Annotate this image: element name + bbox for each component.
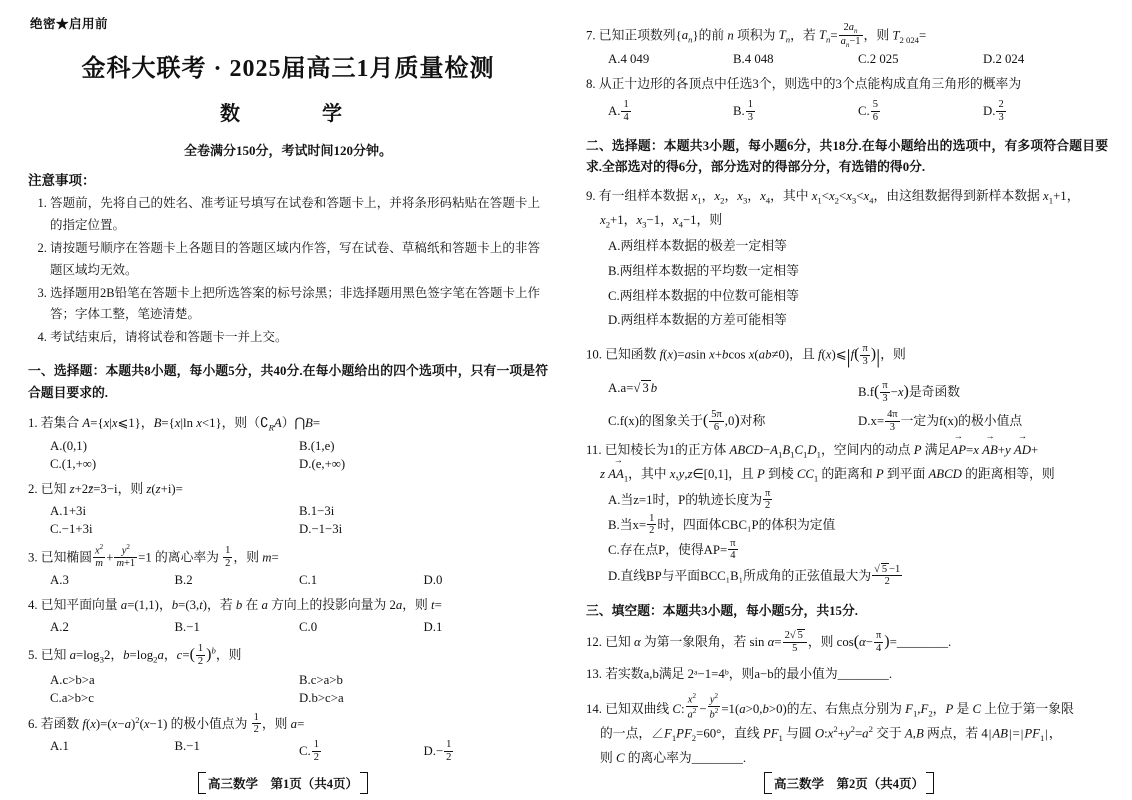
question-6-options bbox=[28, 739, 548, 764]
section-3-heading bbox=[586, 601, 1108, 623]
page-2-column bbox=[566, 0, 1132, 800]
option-d: D.0 bbox=[423, 572, 443, 587]
option-d: D.两组样本数据的方差可能相等 bbox=[608, 313, 787, 328]
option-a: A.两组样本数据的极差一定相等 bbox=[608, 238, 787, 253]
footer-label: 高三数学 第1页（共4页） bbox=[202, 772, 364, 794]
notice-title: 注意事项： bbox=[28, 173, 96, 188]
question-1-options bbox=[28, 439, 548, 454]
question-number: 1. bbox=[28, 415, 38, 430]
option-b: B.两组样本数据的平均数一定相等 bbox=[608, 263, 799, 278]
option-b: B.f( $\frac{\pi}{3}$ −x)是奇函数 bbox=[858, 380, 961, 405]
section-3-text: 三、填空题：本题共3小题，每小题5分，共15分. bbox=[586, 603, 858, 618]
answer-blank: ________. bbox=[896, 635, 952, 650]
question-12: 12. 已知 α 为第一象限角，若 sin α= $\frac{2 √ 5}{5}$ ，则 cos(α− $\frac{\pi}{4}$ )=________. bbox=[586, 628, 1108, 657]
option-d: D.(e,+∞) bbox=[299, 456, 346, 471]
option-d: D.− $\frac{1}{2}$ bbox=[423, 739, 452, 763]
footer-label: 高三数学 第2页（共4页） bbox=[768, 772, 930, 794]
question-4: 4. 已知平面向量 a=(1,1)，b=(3,t)，若 b 在 a 方向上的投影向量为 2a，则 t= bbox=[28, 597, 442, 612]
question-number: 2. bbox=[28, 481, 38, 496]
question-4-options bbox=[28, 620, 548, 635]
list-item: 4. 考试结束后，请将试卷和答题卡一并上交。 bbox=[50, 327, 540, 349]
option-b: B.−1 bbox=[174, 619, 200, 634]
option-b: B.1−3i bbox=[299, 503, 335, 518]
page-2-footer bbox=[566, 772, 1132, 794]
option-a: A.3 bbox=[50, 572, 69, 587]
question-6: 6. 若函数 $f(x)=(x-a)^2(x-1)$ 的极小值点为 $\frac{1}{2}$ ，则 a= bbox=[28, 711, 305, 736]
question-number: 9. bbox=[586, 189, 596, 204]
option-c: C.0 bbox=[299, 619, 318, 634]
option-c: C.两组样本数据的中位数可能相等 bbox=[608, 288, 799, 303]
option-b: B. $\frac{1}{3}$ bbox=[733, 99, 753, 123]
question-8-stem: 从正十边形的各顶点中任选3个，则选中的3个点能构成直角三角形的概率为 bbox=[598, 77, 1022, 92]
question-number: 14. bbox=[586, 702, 602, 717]
question-13 bbox=[586, 663, 1108, 686]
option-d: D.2 024 bbox=[983, 52, 1025, 67]
option-a: A.c>b>a bbox=[50, 672, 95, 687]
section-2-text: 二、选择题：本题共3小题，每小题6分，共18分.在每小题给出的选项中，有多项符合题目要求.全部选对的得6分，部分选对的得部分分，有选错的得0分. bbox=[586, 138, 1108, 175]
question-number: 11. bbox=[586, 443, 602, 458]
full-score-line: 全卷满分150分，考试时间120分钟。 bbox=[183, 143, 392, 158]
question-number: 10. bbox=[586, 347, 602, 362]
option-d: D.1 bbox=[423, 619, 443, 634]
option-b: B.4 048 bbox=[733, 52, 774, 67]
question-7: 7. 已知正项数列$\{a_n\}$的前 n 项积为 $T_n$，若 $T_n=$ $\frac{2a_n}{a_n-1}$ ，则 $T_{2 024}=$ bbox=[586, 22, 927, 50]
option-b: B.当x= $\frac{1}{2}$ 时，四面体CBC₁P的体积为定值 bbox=[608, 512, 836, 537]
question-3-options bbox=[28, 573, 548, 588]
page-1-footer bbox=[0, 772, 566, 794]
option-c: C.−1+3i bbox=[50, 521, 93, 536]
option-b: B.−1 bbox=[174, 739, 200, 754]
option-d: D. $\frac{2}{3}$ bbox=[983, 99, 1004, 123]
question-11-options bbox=[586, 488, 1108, 589]
secret-label: 绝密★启用前 bbox=[30, 17, 109, 31]
question-8-options bbox=[586, 99, 1108, 124]
section-2-heading bbox=[586, 136, 1108, 180]
option-c: C.存在点P，使得AP= $\frac{\pi}{4}$ bbox=[608, 537, 736, 562]
question-number: 7. bbox=[586, 28, 596, 43]
option-c: C. $\frac{5}{6}$ bbox=[858, 99, 878, 123]
option-d: D.b>c>a bbox=[299, 690, 344, 705]
question-7-options bbox=[586, 52, 1108, 67]
question-number: 8. bbox=[586, 77, 596, 92]
question-number: 5. bbox=[28, 647, 38, 662]
option-c: C.f(x)的图象关于( $\frac{5\pi}{6}$ ,0)对称 bbox=[608, 408, 766, 433]
option-c: C.a>b>c bbox=[50, 690, 94, 705]
option-b: B.2 bbox=[174, 572, 193, 587]
option-a: A.(0,1) bbox=[50, 438, 87, 453]
option-a: A.2 bbox=[50, 619, 69, 634]
option-a: A.1 bbox=[50, 739, 69, 754]
question-number: 6. bbox=[28, 716, 38, 731]
option-a: A.当z=1时，P的轨迹长度为 $\frac{\pi}{2}$ bbox=[608, 487, 771, 512]
option-c: C. $\frac{1}{2}$ bbox=[299, 739, 319, 763]
question-14: 14. 已知双曲线 C: $\frac{x^2}{a^2}$ − $\frac{y^2}{b^2}$ =1(a>0,b>0)的左、右焦点分别为 $F_1,F_2$，P 是 C 上位于第一象限 的一点，$\angle F_1PF_2=60^\circ$，直线 $PF_1$ 与圆 $O:x^2+y^2=a^2$ 交于 A,B 两点，若 $4|AB|=|PF_1|$， 则 C 的离心率为________. bbox=[586, 692, 1074, 765]
section-1-text: 一、选择题：本题共8小题，每小题5分，共40分.在每小题给出的四个选项中，只有一项是符合题目要求的. bbox=[28, 364, 548, 400]
option-d: D.直线BP与平面BCC₁B₁所成角的正弦值最大为 √ $\frac{5 -1}{2}$ bbox=[608, 563, 1108, 589]
question-11: 11. 已知棱长为1的正方体 $ABCD-A_1B_1C_1D_1$，空间内的动点 P 满足AP →=x AB →+y AD →+ z $AA_1$ →，其中 x,y,z∈[0,1]，且 P 到棱 $CC_1$ 的距离和 P 到平面 ABCD 的距离相等，则 bbox=[586, 439, 1108, 487]
option-b: B.c>a>b bbox=[299, 672, 343, 687]
option-d: D.−1−3i bbox=[299, 521, 343, 536]
list-item: 2. 请按题号顺序在答题卡上各题目的答题区域内作答，写在试卷、草稿纸和答题卡上的非答题区域均无效。 bbox=[50, 238, 540, 282]
question-2: 2. 已知 z+2z̄=3−i，则 z(z+i)= bbox=[28, 481, 183, 496]
question-number: 4. bbox=[28, 597, 38, 612]
option-a: A.a= √ 3 b bbox=[608, 380, 858, 405]
page-title: 金科大联考 · 2025届高三1月质量检测 bbox=[81, 56, 495, 82]
question-5-options bbox=[28, 673, 548, 688]
option-b: B.(1,e) bbox=[299, 438, 335, 453]
question-5: 5. 已知 $a=\log_32$，$b=\log_2a$，c=( $\frac{1}{2}$ )$^b$，则 bbox=[28, 642, 242, 667]
option-d: D.x= $\frac{4\pi}{3}$ 一定为f(x)的极小值点 bbox=[858, 408, 1023, 433]
question-9: 9. 有一组样本数据 $x_1$，$x_2$，$x_3$，$x_4$，其中 $x_1<x_2<x_3<x_4$，由这组数据得到新样本数据 $x_1+1$， $x_2+1$，$x_3-1$，$x_4-1$，则 bbox=[586, 189, 1080, 230]
question-8 bbox=[586, 73, 1108, 96]
section-1-heading bbox=[28, 361, 548, 405]
option-c: C.1 bbox=[299, 572, 318, 587]
notice-list bbox=[28, 193, 548, 349]
question-number: 12. bbox=[586, 635, 602, 650]
question-10-options-row2 bbox=[586, 409, 1108, 434]
list-item: 3. 选择题用2B铅笔在答题卡上把所选答案的标号涂黑；非选择题用黑色签字笔在答题卡上作答；字体工整，笔迹清楚。 bbox=[50, 283, 540, 327]
answer-blank: ________. bbox=[837, 667, 893, 682]
question-number: 3. bbox=[28, 550, 38, 565]
option-a: A. $\frac{1}{4}$ bbox=[608, 99, 629, 123]
question-10: 10. 已知函数 f(x)=asin x+bcos x(ab≠0)，且 f(x)⩽|f( $\frac{\pi}{3}$ )|，则 bbox=[586, 342, 906, 369]
question-1: 1. 若集合 A={x|x⩽1}，B={x|ln x<1}，则$(∁_RA)⋂B=$ bbox=[28, 414, 321, 433]
option-a: A.4 049 bbox=[608, 52, 650, 67]
question-13-stem: 若实数a,b满足 2ᵃ−1=4ᵇ，则a−b的最小值为 bbox=[605, 667, 838, 682]
question-2-options bbox=[28, 504, 548, 519]
subject-title: 数 学 bbox=[220, 103, 356, 125]
list-item: 1. 答题前，先将自己的姓名、准考证号填写在试卷和答题卡上，并将条形码粘贴在答题卡上的指定位置。 bbox=[50, 193, 540, 237]
question-9-options bbox=[586, 234, 1108, 334]
option-c: C.(1,+∞) bbox=[50, 456, 97, 471]
option-c: C.2 025 bbox=[858, 52, 899, 67]
question-10-options-row1 bbox=[586, 380, 1108, 405]
answer-blank: ________. bbox=[691, 750, 747, 765]
question-3: 3. 已知椭圆 $\frac{x^2}{m}$ + $\frac{y^2}{m+1}$ =1 的离心率为 $\frac{1}{2}$ ，则 m= bbox=[28, 542, 279, 570]
question-number: 13. bbox=[586, 667, 602, 682]
option-a: A.1+3i bbox=[50, 503, 87, 518]
